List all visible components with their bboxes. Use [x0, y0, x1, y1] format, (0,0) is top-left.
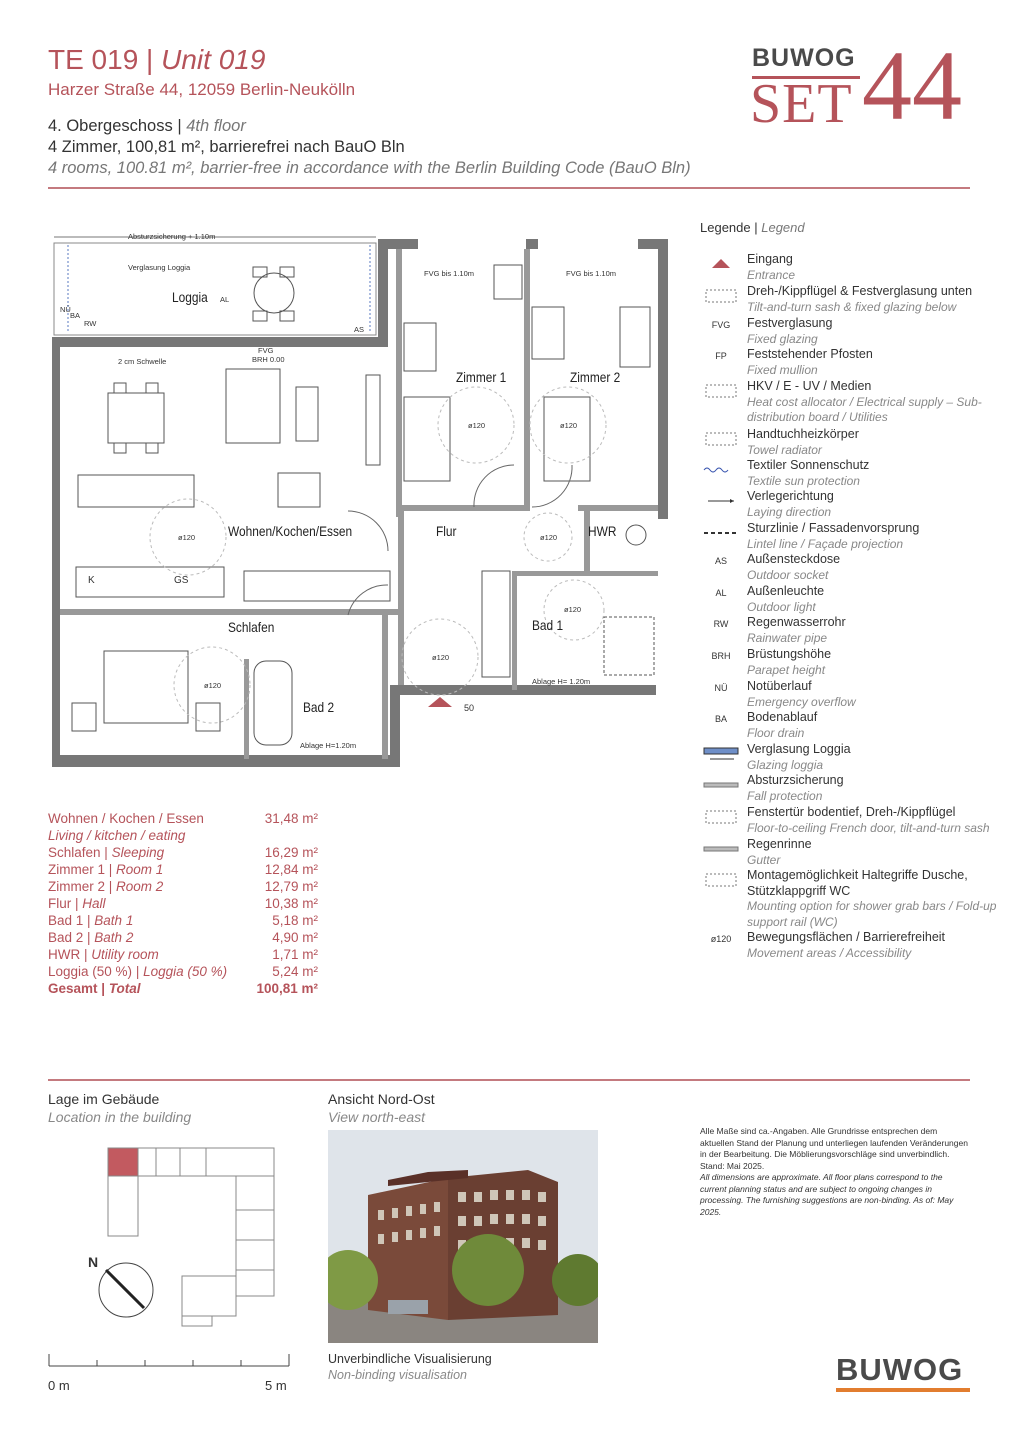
legend-title: Legende | Legend: [700, 220, 805, 235]
area-row: HWR | Utility room 1,71 m²: [48, 947, 318, 962]
lintel-line-icon: [700, 523, 742, 549]
tilt-turn-sash-icon: [700, 286, 742, 312]
movement-area-icon: ø120: [710, 934, 732, 944]
towel-radiator-icon: [700, 429, 742, 455]
area-row: Zimmer 2 | Room 2 12,79 m²: [48, 879, 318, 894]
parapet-height-icon: BRH: [711, 651, 731, 661]
disclaimer-en: All dimensions are approximate. All floor plans correspond to the current planning status and are subject to ongoing changes in processing. The furnishing suggestions are non-binding. As of: May 2025.: [700, 1172, 954, 1217]
floor-en: 4th floor: [186, 117, 246, 135]
legend-label-de: Eingang: [747, 252, 793, 266]
legend-label-en: Rainwater pipe: [747, 630, 828, 645]
legend-label-en: Fixed glazing: [747, 331, 818, 346]
fvg-label-living: FVG: [258, 346, 274, 355]
entrance-triangle-icon: [700, 254, 742, 280]
area-name-de: Loggia (50 %): [48, 964, 133, 979]
diam-schlafen: ø120: [204, 681, 222, 690]
area-value: 1,71 m²: [272, 947, 318, 962]
legend-text: [747, 930, 997, 961]
legend-label-de: Regenrinne: [747, 837, 812, 851]
legend-label-de: Bewegungsflächen / Barrierefreiheit: [747, 930, 946, 944]
area-value: 4,90 m²: [272, 930, 318, 945]
scale-end: 5 m: [265, 1378, 287, 1393]
ablage-bad2: Ablage H=1.20m: [300, 741, 357, 750]
address: Harzer Straße 44, 12059 Berlin-Neukölln: [48, 80, 356, 99]
legend-label-de: Außenleuchte: [747, 584, 825, 598]
area-name-de: Schlafen: [48, 845, 101, 860]
schwelle-label: 2 cm Schwelle: [118, 357, 167, 366]
legend-label-en: Floor drain: [747, 725, 805, 740]
outdoor-socket-icon: AS: [714, 556, 727, 566]
room-flur: Flur: [436, 523, 457, 539]
legend-text: [747, 521, 997, 552]
legend-label-en: Outdoor socket: [747, 567, 829, 582]
area-row: Loggia (50 %) | Loggia (50 %) 5,24 m²: [48, 964, 318, 979]
area-name-en: Sleeping: [111, 845, 165, 860]
rooms-en: 4 rooms, 100.81 m², barrier-free in accordance with the Berlin Building Code (BauO Bln): [48, 159, 691, 177]
sun-protection-icon: [700, 460, 742, 486]
area-value: 5,24 m²: [272, 964, 318, 979]
view-caption: [328, 1351, 492, 1383]
area-name-de: Zimmer 2: [48, 879, 105, 894]
area-name-de: Zimmer 1: [48, 862, 105, 877]
legend-label-en: Textile sun protection: [747, 473, 860, 488]
legend-label-de: Regenwasserrohr: [747, 615, 846, 629]
area-value: 10,38 m²: [264, 896, 318, 911]
rainwater-pipe-icon: RW: [713, 619, 729, 629]
legend-label-de: Brüstungshöhe: [747, 647, 832, 661]
area-value: 31,48 m²: [264, 811, 318, 826]
building-render: [328, 1130, 598, 1343]
area-name-en: Room 1: [116, 862, 164, 877]
area-value: 100,81 m²: [256, 981, 318, 996]
north-label: N: [88, 1254, 99, 1270]
diam-bad1: ø120: [564, 605, 582, 614]
disclaimer-de: Alle Maße sind ca.-Angaben. Alle Grundrisse entsprechen dem aktuellen Stand der Planung und unterliegen laufenden Veränderungen in der Bearbeitung. Die Möblierungsvorschläge sind unverbindlich. Stand: Mai 2025.: [700, 1126, 968, 1171]
view-title-en: View north-east: [328, 1109, 426, 1125]
buwog-logo-bottom: BUWOG: [836, 1352, 964, 1387]
location-title-en: Location in the building: [48, 1109, 192, 1125]
legend-label-de: Bodenablauf: [747, 710, 818, 724]
area-row: [48, 810, 318, 844]
grab-bar-icon: [700, 870, 742, 896]
location-heading: [48, 1090, 191, 1126]
fixed-mullion-icon: FP: [715, 351, 727, 361]
legend-label-de: Absturzsicherung: [747, 773, 844, 787]
legend-text: [747, 379, 997, 426]
fixed-glazing-icon: FVG: [711, 320, 731, 330]
view-caption-de: Unverbindliche Visualisierung: [328, 1352, 492, 1366]
area-name-en: Bath 1: [94, 913, 134, 928]
legend-text: [747, 837, 997, 868]
room-schlafen: Schlafen: [228, 619, 275, 635]
area-value: 12,84 m²: [264, 862, 318, 877]
area-row: Bad 1 | Bath 1 5,18 m²: [48, 913, 318, 928]
diam-living: ø120: [178, 533, 196, 542]
area-name-en: Loggia (50 %): [143, 964, 228, 979]
legend-text: [747, 427, 997, 458]
loggia-as: AS: [354, 325, 365, 334]
scale-start: 0 m: [48, 1378, 70, 1393]
legend-label-en: Towel radiator: [747, 442, 822, 457]
area-name-de: Bad 1: [48, 913, 84, 928]
loggia-ba: BA: [70, 311, 81, 320]
legend-label-en: Tilt-and-turn sash & fixed glazing below: [747, 299, 957, 314]
diam-flur: ø120: [432, 653, 450, 662]
room-zimmer-2: Zimmer 2: [570, 369, 621, 385]
floor-plan-drawing: [48, 225, 678, 770]
location-title-de: Lage im Gebäude: [48, 1091, 160, 1107]
room-loggia: Loggia: [172, 289, 208, 305]
diam-z1: ø120: [468, 421, 486, 430]
legend-label-en: Emergency overflow: [747, 694, 856, 709]
legend-label-en: Fall protection: [747, 788, 823, 803]
diam-z2: ø120: [560, 421, 578, 430]
fvg-label-z1: FVG bis 1.10m: [424, 269, 475, 278]
building-visualisation-image: [328, 1130, 598, 1343]
legend-label-en: Outdoor light: [747, 599, 816, 614]
legend-title-en: Legend: [761, 220, 805, 235]
floor-plan: [48, 225, 678, 770]
legend-label-de: Außensteckdose: [747, 552, 841, 566]
view-title-de: Ansicht Nord-Ost: [328, 1091, 435, 1107]
legend-label-de: Montagemöglichkeit Haltegriffe Dusche, Stützklappgriff WC: [747, 868, 968, 898]
area-name-de: Wohnen / Kochen / Essen: [48, 811, 204, 826]
diam-hall: ø120: [540, 533, 558, 542]
building-location-map: [88, 1140, 286, 1340]
area-name-de: Flur: [48, 896, 72, 911]
french-door-icon: [700, 807, 742, 833]
kitchen-k: K: [88, 575, 95, 586]
legend-text: [747, 647, 997, 678]
area-name-en: Room 2: [116, 879, 164, 894]
scale-bar: [48, 1354, 290, 1368]
emergency-overflow-icon: NÜ: [714, 683, 728, 693]
area-name-de: HWR: [48, 947, 81, 962]
loggia-nu: NÜ: [60, 305, 71, 314]
brh-label-living: BRH 0.00: [252, 355, 285, 364]
absturz-label: Absturzsicherung + 1.10m: [128, 232, 216, 241]
logo-44-text: 44: [862, 30, 962, 141]
logo-set-text: SET: [750, 73, 853, 135]
footer-divider: [48, 1079, 970, 1081]
fall-protection-icon: [700, 775, 742, 801]
legend-label-en: Lintel line / Façade projection: [747, 536, 904, 551]
legend-text: [747, 773, 997, 804]
gutter-icon: [700, 839, 742, 865]
area-row: Schlafen | Sleeping 16,29 m²: [48, 845, 318, 860]
area-name-en: Hall: [82, 896, 106, 911]
loggia-rw: RW: [84, 319, 97, 328]
legend-label-de: Textiler Sonnenschutz: [747, 458, 870, 472]
area-row: Bad 2 | Bath 2 4,90 m²: [48, 930, 318, 945]
view-heading: [328, 1090, 435, 1126]
legend-label-en: Movement areas / Accessibility: [747, 945, 912, 960]
legend-text: [747, 868, 997, 930]
legend-text: [747, 552, 997, 583]
legend-text: [747, 584, 997, 615]
legend-label-de: HKV / E - UV / Medien: [747, 379, 872, 393]
unit-title-en: Unit 019: [161, 44, 266, 75]
legend-label-de: Handtuchheizkörper: [747, 427, 859, 441]
legend-text: [747, 489, 997, 520]
legend-label-en: Laying direction: [747, 504, 832, 519]
legend-text: [747, 710, 997, 741]
area-name-de: Gesamt: [48, 981, 98, 996]
legend-label-en: Mounting option for shower grab bars / Fold-up support rail (WC): [747, 899, 997, 929]
area-row: Flur | Hall 10,38 m²: [48, 896, 318, 911]
utilities-icon: [700, 381, 742, 407]
legend-label-en: Fixed mullion: [747, 362, 818, 377]
area-name-en: Utility room: [91, 947, 159, 962]
legend-label-de: Festverglasung: [747, 316, 833, 330]
kitchen-gs: GS: [174, 575, 189, 586]
area-value: 5,18 m²: [272, 913, 318, 928]
verglasung-label: Verglasung Loggia: [128, 263, 191, 272]
title-separator: |: [138, 44, 162, 75]
legend-text: [747, 615, 997, 646]
area-row: Zimmer 1 | Room 1 12,84 m²: [48, 862, 318, 877]
legend-label-en: Heat cost allocator / Electrical supply – Sub-distribution board / Utilities: [747, 394, 982, 424]
legend-text: [747, 252, 997, 283]
room-bad-1: Bad 1: [532, 617, 564, 633]
room-zimmer-1: Zimmer 1: [456, 369, 507, 385]
area-name-en: Total: [108, 981, 141, 996]
glazing-loggia-icon: [700, 744, 742, 770]
ablage-bad1: Ablage H= 1.20m: [532, 677, 591, 686]
legend-label-en: Entrance: [747, 267, 796, 282]
legend-label-en: Parapet height: [747, 662, 826, 677]
legend-label-de: Dreh-/Kippflügel & Festverglasung unten: [747, 284, 973, 298]
area-total-row: Gesamt | Total 100,81 m²: [48, 981, 318, 996]
rooms-de: 4 Zimmer, 100,81 m², barrierefrei nach BauO Bln: [48, 138, 405, 156]
scale-bar-ticks: [48, 1354, 290, 1368]
legend-label-en: Gutter: [747, 852, 781, 867]
building-outline: [96, 1140, 286, 1340]
legend-label-en: Glazing loggia: [747, 757, 824, 772]
unit-title: [48, 44, 265, 76]
legend-text: [747, 679, 997, 710]
laying-direction-icon: [700, 491, 742, 517]
legend-text: [747, 316, 997, 347]
legend-label-de: Feststehender Pfosten: [747, 347, 873, 361]
entrance-marker-icon: [428, 697, 452, 707]
floor-de: 4. Obergeschoss: [48, 117, 173, 135]
legend-text: [747, 805, 997, 836]
legend-label-en: Floor-to-ceiling French door, tilt-and-turn sash: [747, 820, 990, 835]
legend-text: [747, 347, 997, 378]
area-value: 12,79 m²: [264, 879, 318, 894]
view-caption-en: Non-binding visualisation: [328, 1368, 467, 1382]
legend-label-de: Fenstertür bodentief, Dreh-/Kippflügel: [747, 805, 956, 819]
header-divider: [48, 187, 970, 189]
disclaimer: [700, 1126, 970, 1218]
legend-text: [747, 742, 997, 773]
unit-title-de: TE 019: [48, 44, 139, 75]
dimension-50: 50: [464, 703, 475, 713]
legend-label-de: Verlegerichtung: [747, 489, 834, 503]
fvg-label-z2: FVG bis 1.10m: [566, 269, 617, 278]
loggia-al: AL: [220, 295, 230, 304]
area-value: 16,29 m²: [264, 845, 318, 860]
room-hwr: HWR: [588, 523, 617, 539]
area-name-de: Bad 2: [48, 930, 84, 945]
unit-info: 4. Obergeschoss | 4th floor 4 Zimmer, 100,81 m², barrierefrei nach BauO Bln 4 rooms, 100.81 m², barrier-free in accordance with the Berlin Building Code (BauO Bln): [48, 117, 691, 177]
legend-text: [747, 284, 997, 315]
floor-drain-icon: BA: [714, 714, 727, 724]
legend-label-de: Notüberlauf: [747, 679, 812, 693]
legend-title-de: Legende: [700, 220, 751, 235]
room-wohnen: Wohnen/Kochen/Essen: [228, 523, 353, 539]
legend-label-de: Sturzlinie / Fassadenvorsprung: [747, 521, 920, 535]
outdoor-light-icon: AL: [715, 588, 727, 598]
legend-text: [747, 458, 997, 489]
buwog-logo-bar: [836, 1388, 970, 1392]
room-bad-2: Bad 2: [303, 699, 335, 715]
area-name-en: Living / kitchen / eating: [48, 828, 186, 843]
area-name-en: Bath 2: [94, 930, 134, 945]
legend-label-de: Verglasung Loggia: [747, 742, 851, 756]
buwog-logo-top: BUWOG: [752, 44, 856, 72]
